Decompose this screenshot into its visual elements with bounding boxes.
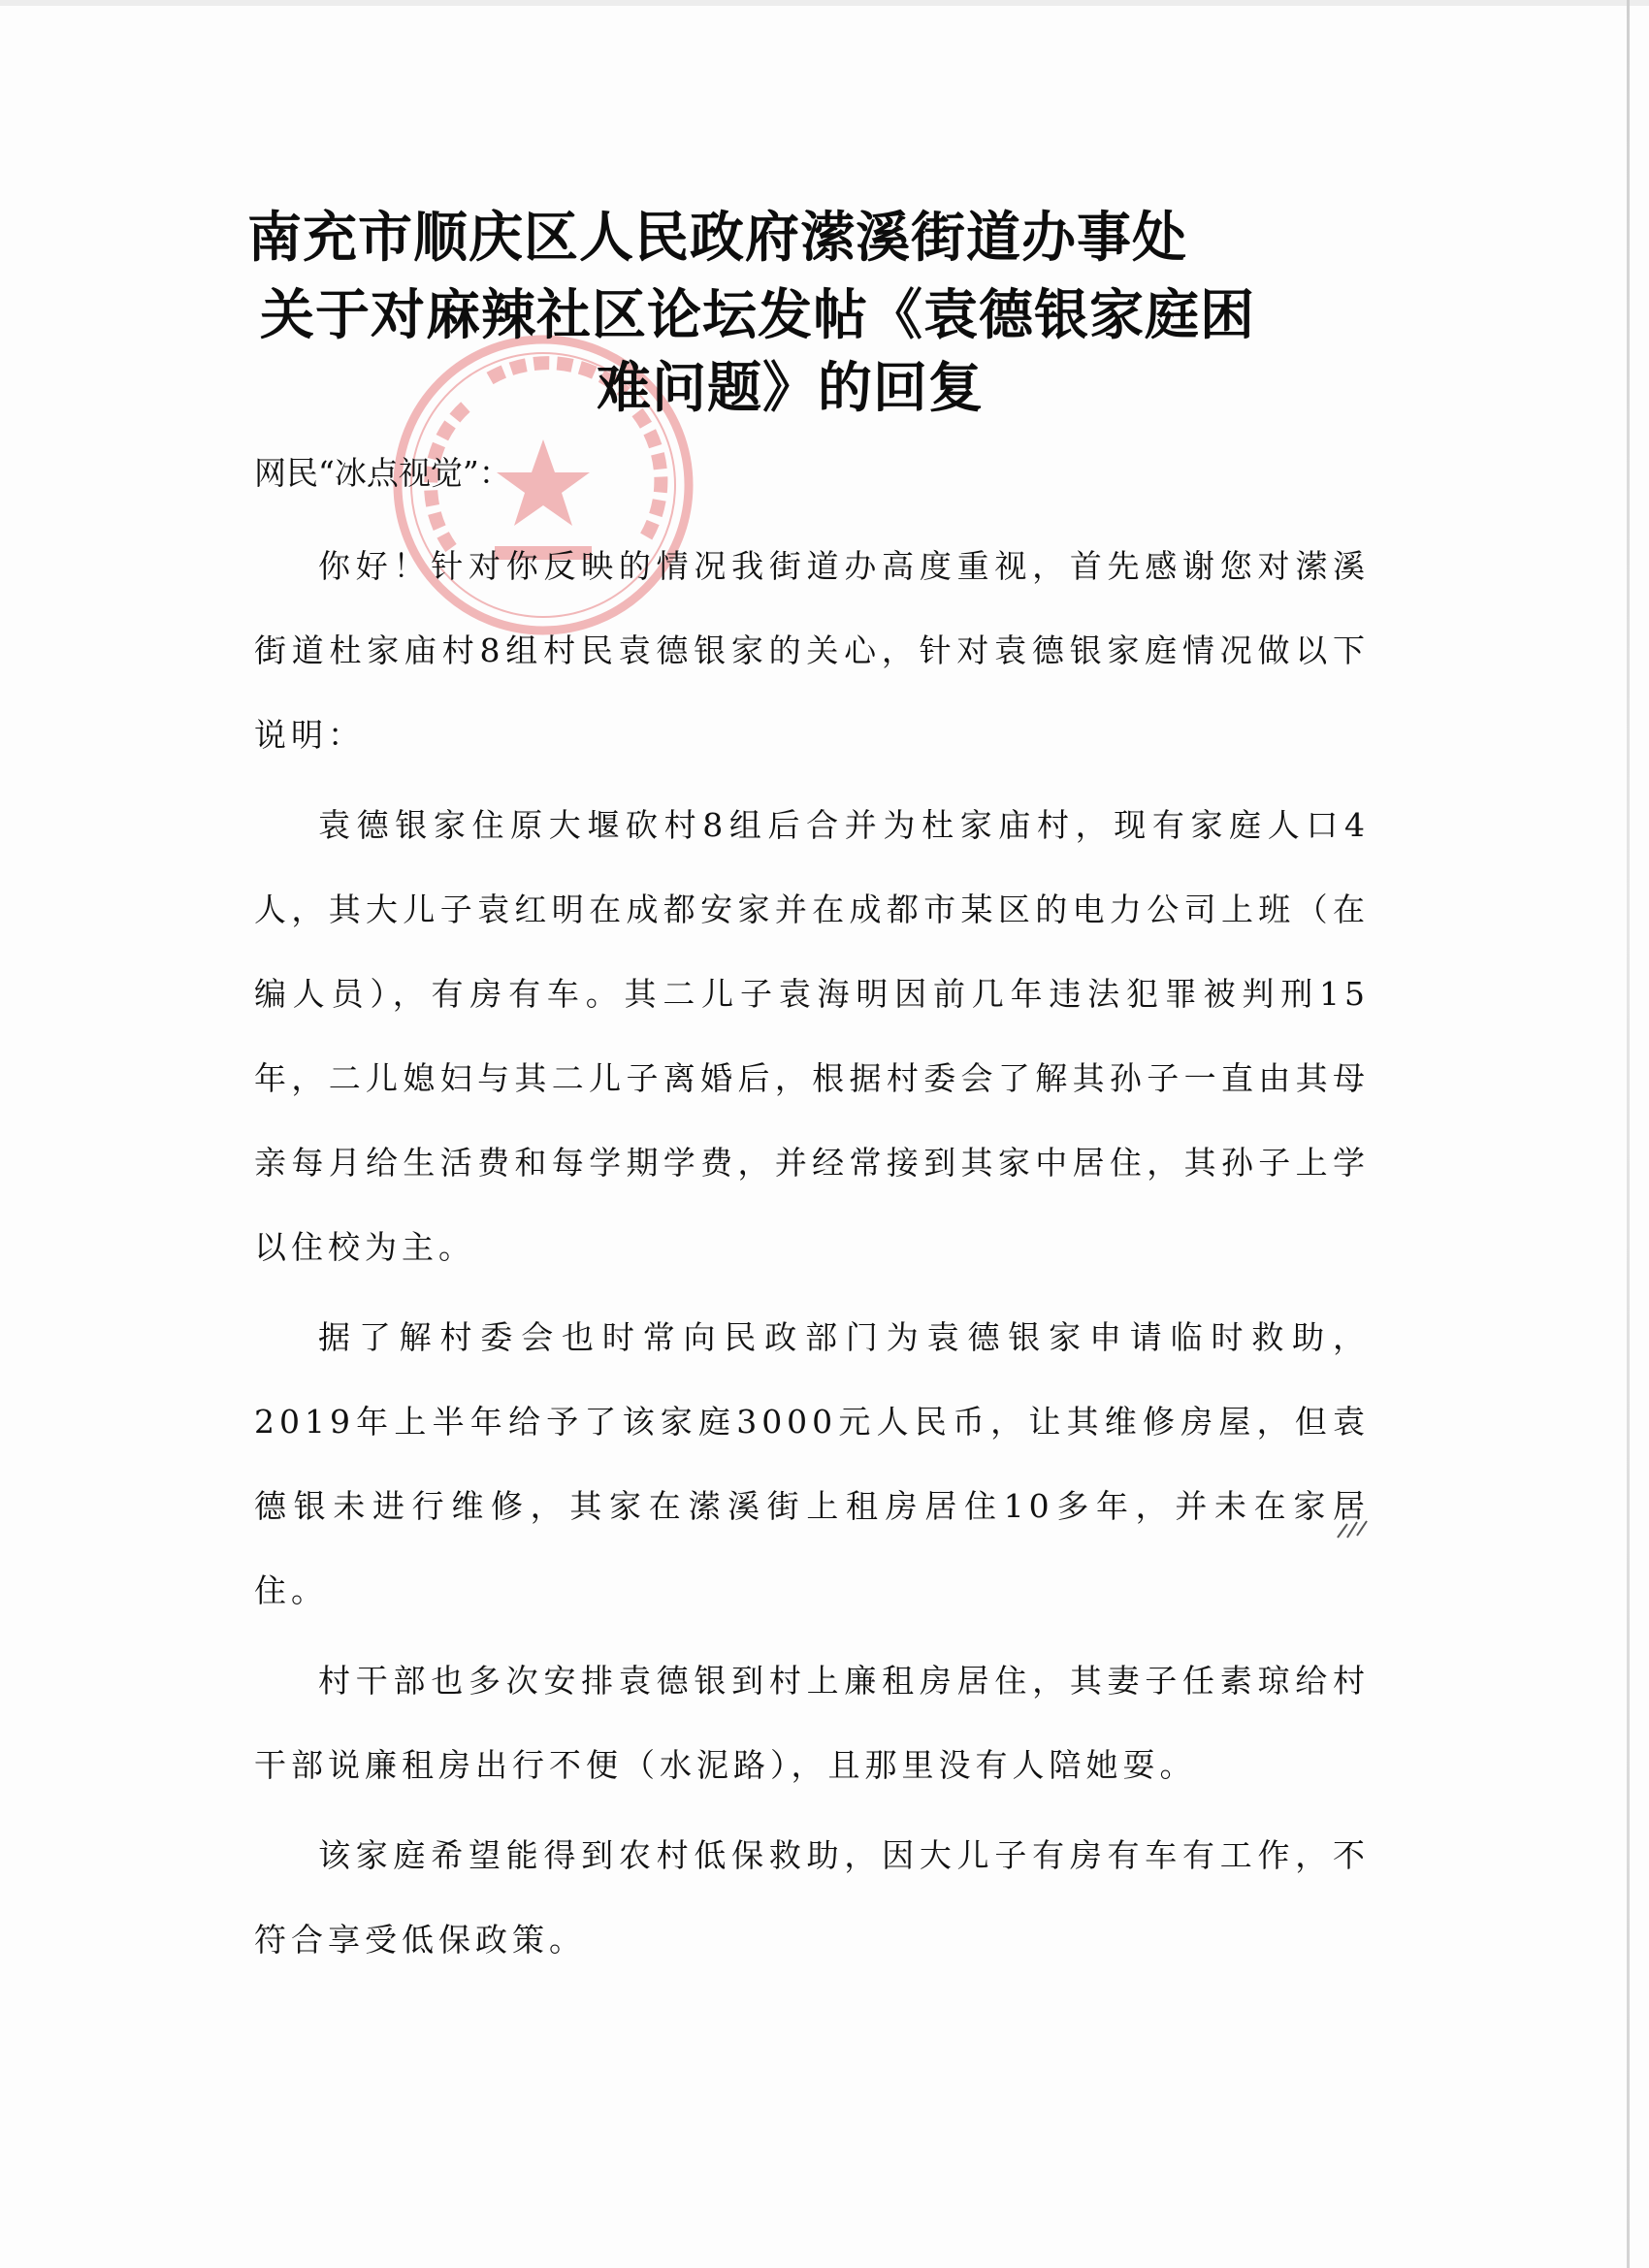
title-line-2: 关于对麻辣社区论坛发帖《袁德银家庭困: [260, 283, 1255, 347]
pen-mark: [1334, 1518, 1373, 1542]
paragraph-2: 袁德银家住原大堰砍村8组后合并为杜家庙村，现有家庭人口4人，其大儿子袁红明在成都安家并在成都市某区的电力公司上班（在编人员），有房有车。其二儿子袁海明因前几年违法犯罪被判刑15年，二儿媳妇与其二儿子离婚后，根据村委会了解其孙子一直由其母亲每月给生活费和每学期学费，并经常接到其家中居住，其孙子上学以住校为主。: [254, 806, 1370, 1266]
scan-edge-right: [1627, 0, 1630, 2268]
paragraph-4: 村干部也多次安排袁德银到村上廉租房居住，其妻子任素琼给村干部说廉租房出行不便（水泥路），且那里没有人陪她耍。: [254, 1662, 1370, 1784]
title-line-1: 南充市顺庆区人民政府潆溪街道办事处: [247, 206, 1187, 270]
paragraph-1: 你好！针对你反映的情况我街道办高度重视，首先感谢您对潆溪街道杜家庙村8组村民袁德银家的关心，针对袁德银家庭情况做以下说明：: [254, 547, 1370, 754]
scan-edge-top: [0, 0, 1649, 6]
paragraph-5: 该家庭希望能得到农村低保救助，因大儿子有房有车有工作，不符合享受低保政策。: [254, 1836, 1370, 1959]
paragraph-3: 据了解村委会也时常向民政部门为袁德银家申请临时救助，2019年上半年给予了该家庭3000元人民币，让其维修房屋，但袁德银未进行维修，其家在潆溪街上租房居住10多年，并未在家居住。: [254, 1318, 1370, 1609]
title-line-3: 难问题》的回复: [597, 356, 984, 420]
body-text: [254, 524, 1370, 1988]
salutation: 网民“冰点视觉”：: [254, 454, 511, 492]
